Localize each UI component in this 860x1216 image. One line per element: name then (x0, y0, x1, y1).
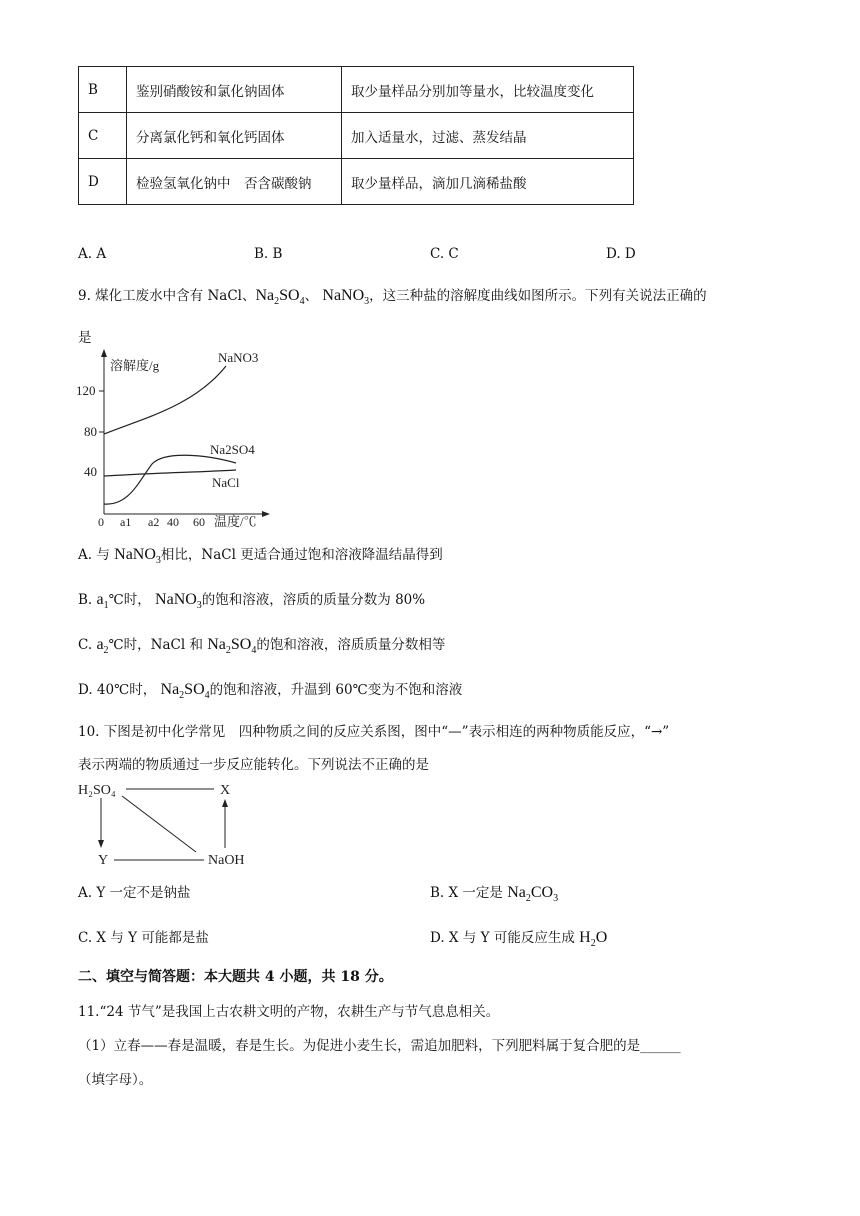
solubility-chart (74, 346, 274, 532)
q10-option-d: D. X 与 Y 可能反应生成 $H_2O$ (430, 929, 608, 950)
q8-option-b: B. B (254, 246, 283, 262)
table-row (79, 159, 634, 205)
nacl-curve-label: NaCl (212, 475, 240, 490)
x-tick-label: a1 (120, 515, 132, 529)
row-task: 检验氢氧化钠中 否含碳酸钠 (127, 159, 342, 205)
arrow-head (98, 840, 104, 848)
q9-option-c: C. $a_2℃$时，NaCl 和 $Na_2SO_4$的饱和溶液，溶质质量分数相等 (78, 636, 446, 657)
q9-stem: 9. 煤化工废水中含有 NaCl、$Na_2SO_4$、 NaNO$_3$，这三种盐的溶解度曲线如图所示。下列有关说法正确的 (78, 287, 707, 308)
section-title: 二、填空与简答题：本大题共 4 小题，共 18 分。 (78, 969, 393, 985)
q10-option-b: B. X 一定是 $Na_2CO_3$ (430, 884, 559, 905)
nano3-curve (104, 366, 226, 434)
q8-option-a: A. A (78, 246, 107, 262)
arrow-head (222, 799, 228, 807)
row-label: D (79, 159, 127, 205)
x-tick-label: 60 (193, 515, 205, 529)
q11-part1-line2: （填字母）。 (78, 1072, 153, 1088)
q11-stem: 11.“24 节气”是我国上古农耕文明的产物，农耕生产与节气息息相关。 (78, 1004, 500, 1020)
h2so4-node: H₂SO₄ (78, 783, 116, 798)
h2so4-naoh-line (122, 796, 196, 852)
na2so4-curve-label: Na2SO4 (210, 442, 255, 457)
y-tick-label: 80 (84, 424, 97, 439)
row-method: 取少量样品分别加等量水，比较温度变化 (342, 67, 634, 113)
relation-diagram (74, 772, 264, 870)
x-tick-label: 0 (98, 515, 104, 529)
table-row (79, 67, 634, 113)
q9-option-a: A. 与 NaNO$_3$相比，NaCl 更适合通过饱和溶液降温结晶得到 (78, 546, 443, 567)
q9-stem-line2: 是 (78, 330, 92, 346)
q10-option-a: A. Y 一定不是钠盐 (78, 885, 191, 901)
table-row (79, 113, 634, 159)
q10-stem-line2: 表示两端的物质通过一步反应能转化。下列说法不正确的是 (78, 757, 429, 773)
y-tick-label: 40 (84, 464, 97, 479)
row-task: 分离氯化钙和氧化钙固体 (127, 113, 342, 159)
options-table (78, 66, 634, 205)
q10-stem: 10. 下图是初中化学常见 四种物质之间的反应关系图，图中“—”表示相连的两种物质能反应，“→” (78, 724, 670, 740)
x-axis-arrow (262, 511, 270, 517)
x-axis-label: 温度/℃ (214, 514, 257, 529)
row-label: B (79, 67, 127, 113)
nano3-curve-label: NaNO3 (218, 350, 259, 365)
row-method: 取少量样品，滴加几滴稀盐酸 (342, 159, 634, 205)
x-tick-label: a2 (148, 515, 160, 529)
q10-option-c: C. X 与 Y 可能都是盐 (78, 930, 209, 946)
y-axis-arrow (101, 349, 107, 357)
x-node: X (220, 783, 231, 798)
y-tick-label: 120 (76, 383, 96, 398)
x-tick-label: 40 (167, 515, 179, 529)
q8-option-d: D. D (606, 246, 636, 262)
q8-option-c: C. C (430, 246, 459, 262)
y-node: Y (98, 853, 109, 868)
q9-option-b: B. $a_1℃$时， NaNO$_3$的饱和溶液，溶质的质量分数为 80% (78, 591, 426, 612)
row-label: C (79, 113, 127, 159)
naoh-node: NaOH (208, 853, 245, 868)
row-task: 鉴别硝酸铵和氯化钠固体 (127, 67, 342, 113)
row-method: 加入适量水，过滤、蒸发结晶 (342, 113, 634, 159)
q9-option-d: D. 40℃时， $Na_2SO_4$的饱和溶液，升温到 60℃变为不饱和溶液 (78, 681, 463, 702)
y-axis-label: 溶解度/g (110, 358, 160, 373)
q11-part1: （1）立春——春是温暖，春是生长。为促进小麦生长，需追加肥料，下列肥料属于复合肥的是______ (78, 1038, 681, 1054)
